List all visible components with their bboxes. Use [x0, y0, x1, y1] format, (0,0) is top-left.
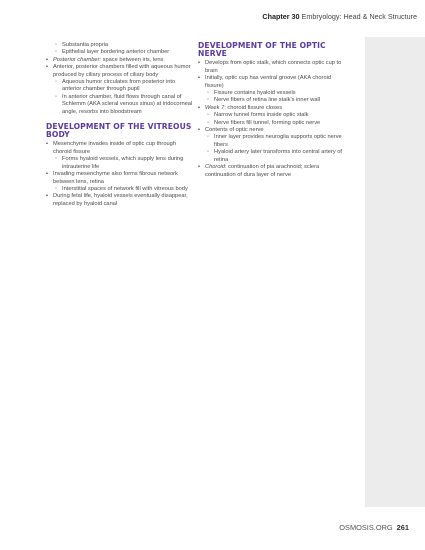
- list-item: ◦ Aqueous humor circulates from posterior into anterior chamber through pupil: [46, 79, 194, 94]
- section-heading-vitreous-body: DEVELOPMENT OF THE VITREOUS BODY: [46, 122, 192, 140]
- chapter-title: Embryology: Head & Neck Structure: [301, 12, 417, 21]
- optic-nerve-list: [198, 60, 350, 179]
- term: Week 7: [205, 104, 225, 111]
- list-item: • Mesenchyme invades inside of optic cup through choroid fissure: [46, 141, 194, 156]
- running-header: [262, 12, 417, 21]
- list-item: • Anterior, posterior chambers filled with aqueous humor produced by ciliary process of ciliary body: [46, 64, 194, 79]
- sidebar-panel: [365, 37, 425, 507]
- intro-list: [46, 42, 194, 116]
- vitreous-list: [46, 141, 194, 208]
- list-item: ◦ Fissure contains hyaloid vessels: [198, 90, 350, 97]
- page-footer: [339, 523, 409, 532]
- list-item: ◦ Forms hyaloid vessels, which supply lens during intrauterine life: [46, 156, 194, 171]
- list-item: ◦ Nerve fibers of retina line stalk's inner wall: [198, 97, 350, 104]
- chapter-label: Chapter 30: [262, 12, 300, 21]
- list-item: • Week 7: choroid fissure closes: [198, 105, 350, 112]
- term: Choroid: [205, 164, 225, 171]
- list-item: • Initially, optic cup has ventral groove (AKA choroid fissure): [198, 75, 350, 90]
- list-item: • Contents of optic nerve: [198, 127, 350, 134]
- right-column: [198, 42, 350, 179]
- list-item: ◦ Hyaloid artery later transforms into central artery of retina: [198, 149, 350, 164]
- list-item: • Develops from optic stalk, which connects optic cup to brain: [198, 60, 350, 75]
- list-item: • Invading mesenchyme also forms fibrous network between lens, retina: [46, 171, 194, 186]
- left-column: [46, 42, 194, 208]
- list-item: ◦ Nerve fibers fill tunnel, forming optic nerve: [198, 120, 350, 127]
- list-item: • During fetal life, hyaloid vessels eventually disappear, replaced by hyaloid canal: [46, 193, 194, 208]
- list-item: ◦ In anterior chamber, fluid flows through canal of Schlemm (AKA scleral venous sinus) at iridocorneal angle, resorbs into bloodstream: [46, 94, 194, 116]
- list-item: • Choroid: continuation of pia arachnoid; sclera continuation of dura layer of nerve: [198, 164, 350, 179]
- site-name: OSMOSIS.ORG: [339, 523, 393, 532]
- list-item: ◦ Epithelial layer bordering anterior chamber: [46, 49, 194, 56]
- list-item: • Posterior chamber: space between iris, lens: [46, 57, 194, 64]
- list-item: ◦ Substantia propria: [46, 42, 194, 49]
- list-item: ◦ Inner layer provides neuroglia supports optic nerve fibers: [198, 134, 350, 149]
- section-heading-optic-nerve: DEVELOPMENT OF THE OPTIC NERVE: [198, 41, 326, 59]
- list-item: ◦ Interstitial spaces of network fill with vitreous body: [46, 186, 194, 193]
- page-number: 261: [396, 523, 409, 532]
- term: Posterior chamber:: [53, 56, 102, 63]
- list-item: ◦ Narrow tunnel forms inside optic stalk: [198, 112, 350, 119]
